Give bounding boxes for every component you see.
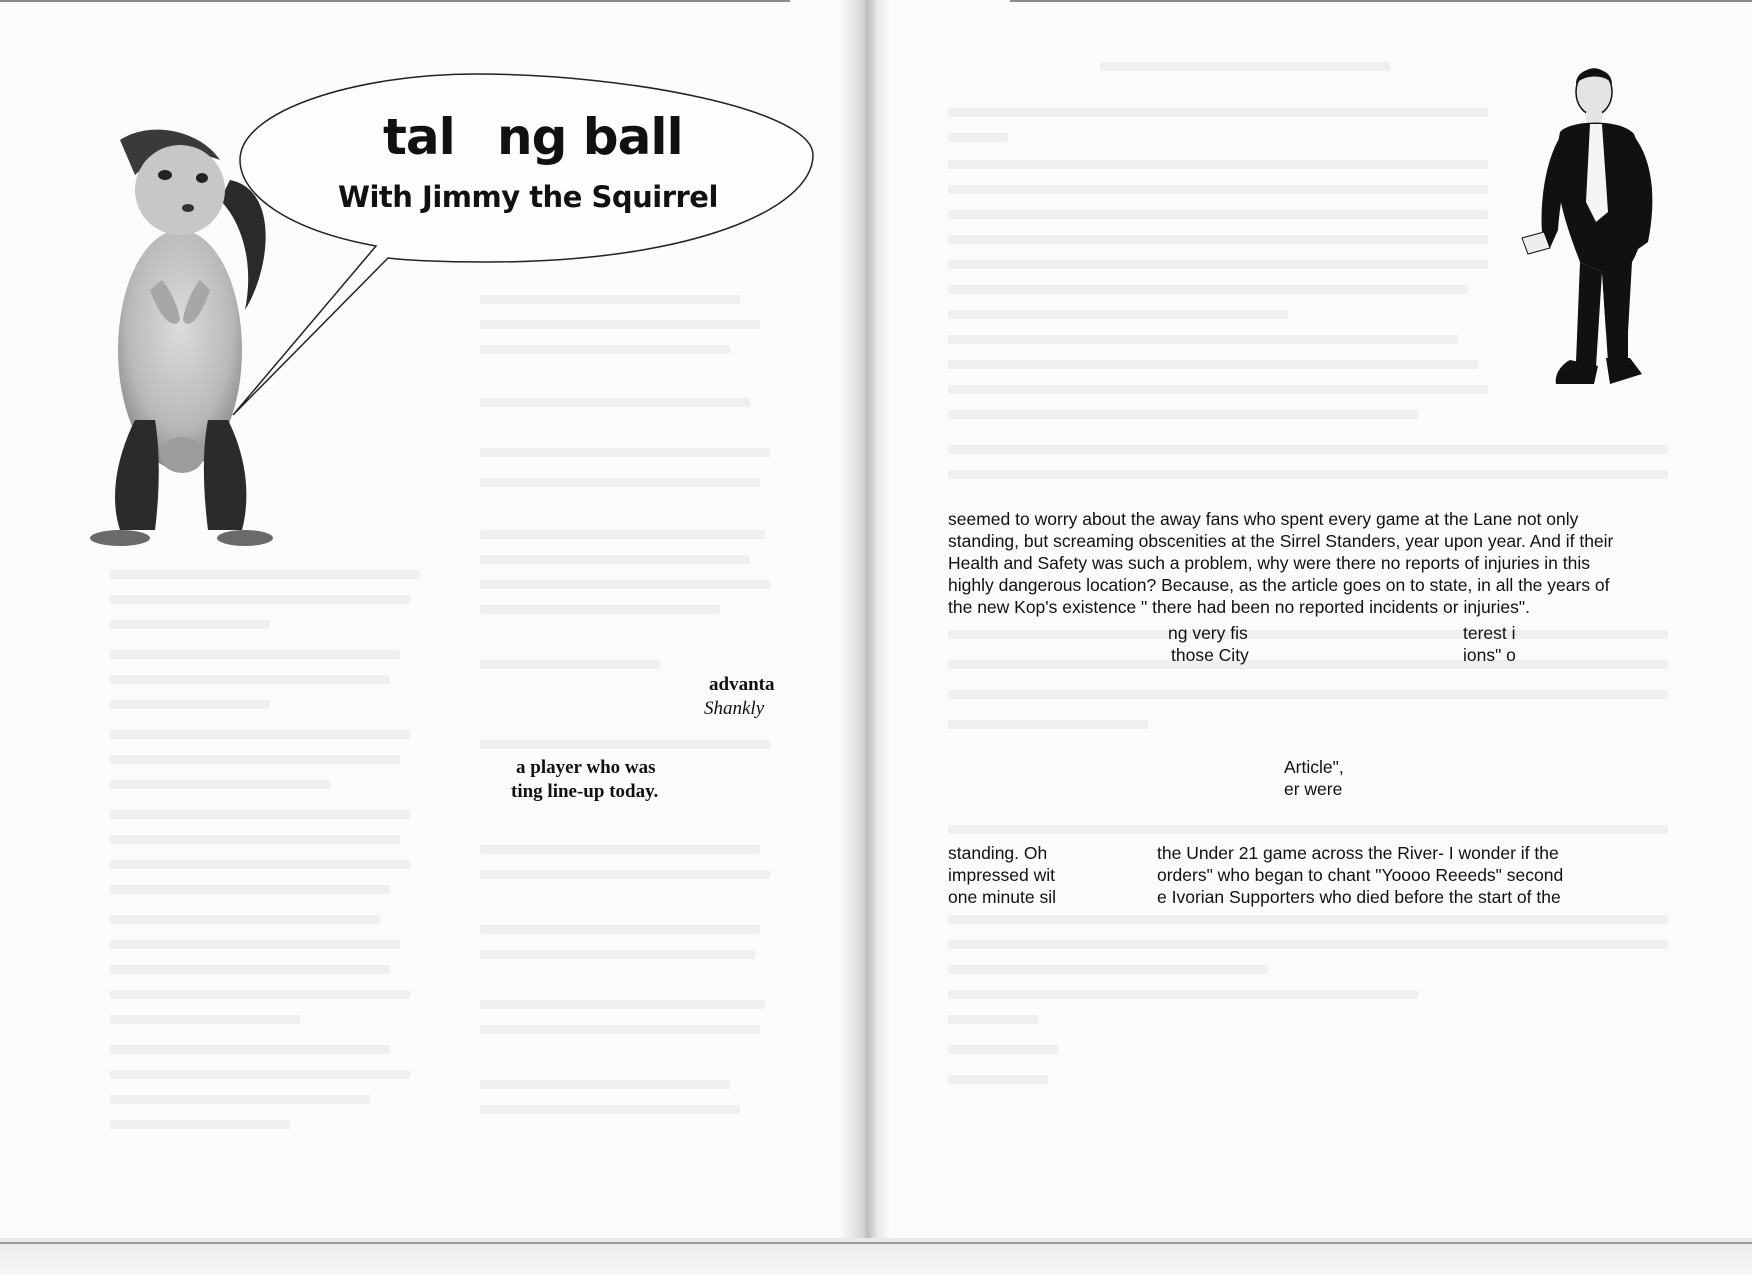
headline-word-left: tal bbox=[383, 108, 455, 166]
page-top-edge-right bbox=[1010, 0, 1752, 2]
fragment-line: the Under 21 game across the River- I wonder if the bbox=[1157, 843, 1559, 863]
text-fragment-e bbox=[1157, 842, 1563, 908]
fragment-line: er were bbox=[1284, 779, 1343, 799]
fragment-line: e Ivorian Supporters who died before the start of the bbox=[1157, 887, 1561, 907]
page-bottom-edge bbox=[0, 1242, 1752, 1244]
fragment-line: impressed wit bbox=[948, 865, 1055, 885]
headline-subtitle: With Jimmy the Squirrel bbox=[338, 180, 718, 214]
fragment-line: ng very fis bbox=[1168, 623, 1248, 643]
fragment-line: terest i bbox=[1463, 623, 1516, 643]
book-gutter bbox=[840, 0, 890, 1275]
fragment-line: one minute sil bbox=[948, 887, 1056, 907]
paragraph-line: seemed to worry about the away fans who spent every game at the Lane not only bbox=[948, 509, 1579, 529]
fragment-line: standing. Oh bbox=[948, 843, 1048, 863]
main-paragraph bbox=[948, 508, 1613, 618]
text-fragment-a bbox=[1168, 622, 1249, 666]
paragraph-line: the new Kop's existence " there had been no reported incidents or injuries". bbox=[948, 597, 1530, 617]
fragment-line: those City bbox=[1171, 645, 1249, 665]
fragment-line1: a player who was bbox=[516, 757, 656, 778]
pull-quote-attribution: Shankly bbox=[704, 698, 765, 719]
man-in-tailcoat-image bbox=[1510, 62, 1660, 432]
paragraph-line: Health and Safety was such a problem, why were there no reports of injuries in this bbox=[948, 553, 1590, 573]
page-top-edge-left bbox=[0, 0, 790, 2]
text-fragment-c bbox=[1284, 756, 1344, 800]
paragraph-line: standing, but screaming obscenities at the Sirrel Standers, year upon year. And if their bbox=[948, 531, 1614, 551]
fragment-line: Article", bbox=[1284, 757, 1344, 777]
fragment-line: ions" o bbox=[1463, 645, 1516, 665]
fragment-line: orders" who began to chant "Yoooo Reeeds" second bbox=[1157, 865, 1564, 885]
pull-quote-line1: advanta bbox=[709, 674, 775, 695]
headline-word-right: ng ball bbox=[497, 108, 683, 166]
text-fragment-b bbox=[1463, 622, 1516, 666]
paragraph-line: highly dangerous location? Because, as the article goes on to state, in all the years of bbox=[948, 575, 1610, 595]
text-fragment-d bbox=[948, 842, 1056, 908]
fragment-line2: ting line-up today. bbox=[511, 781, 659, 802]
